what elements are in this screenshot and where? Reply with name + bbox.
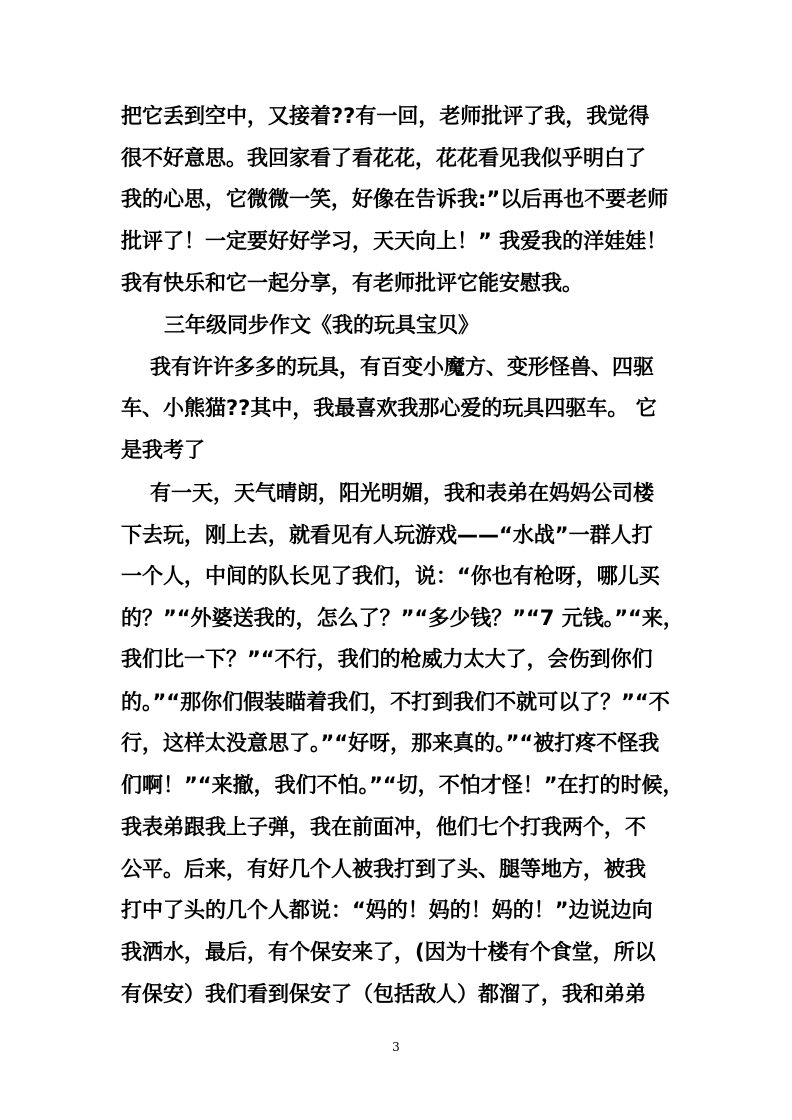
text-line: 的。”“那你们假装瞄着我们，不打到我们不就可以了？”“不 [121,690,670,714]
text-line: 的？”“外婆送我的，怎么了？”“多少钱？”“7 元钱。”“来， [121,606,684,630]
text-line: 行，这样太没意思了。”“好呀，那来真的。”“被打疼不怪我 [121,731,660,755]
text-line: 下去玩，刚上去，就看见有人玩游戏——“水战”一群人打 [121,523,653,547]
text-line: 有一天，天气晴朗，阳光明媚，我和表弟在妈妈公司楼 [150,481,654,505]
text-line: 打中了头的几个人都说：“妈的！妈的！妈的！”边说边向 [121,898,653,922]
text-line: 车、小熊猫??其中，我最喜欢我那心爱的玩具四驱车。 它 [121,396,657,420]
text-line: 有保安）我们看到保安了（包括敌人）都溜了，我和弟弟 [121,982,646,1006]
text-line: 批评了！一定要好好学习，天天向上！” 我爱我的洋娃娃！ [121,229,668,253]
page-number: 3 [392,1040,400,1054]
text-line: 我洒水，最后，有个保安来了，(因为十楼有个食堂，所以 [121,940,656,964]
text-line: 把它丢到空中，又接着??有一回，老师批评了我，我觉得 [121,104,650,128]
text-line: 一个人，中间的队长见了我们，说：“你也有枪呀，哪儿买 [121,564,660,588]
text-line: 很不好意思。我回家看了看花花，花花看见我似乎明白了 [121,146,646,170]
text-line: 是我考了 [121,438,205,462]
essay-title: 三年级同步作文《我的玩具宝贝》 [164,313,479,337]
text-line: 我表弟跟我上子弹，我在前面冲，他们七个打我两个，不 [121,815,646,839]
text-line: 我们比一下？”“不行，我们的枪威力太大了，会伤到你们 [121,647,653,671]
text-line: 我有快乐和它一起分享，有老师批评它能安慰我。 [121,271,583,295]
text-line: 公平。后来，有好几个人被我打到了头、腿等地方，被我 [121,857,646,881]
text-line: 们啊！”“来撤，我们不怕。”“切，不怕才怪！”在打的时候， [121,773,684,797]
text-line: 我有许许多多的玩具，有百变小魔方、变形怪兽、四驱 [150,355,654,379]
text-line: 我的心思，它微微一笑，好像在告诉我:”以后再也不要老师 [121,187,669,211]
